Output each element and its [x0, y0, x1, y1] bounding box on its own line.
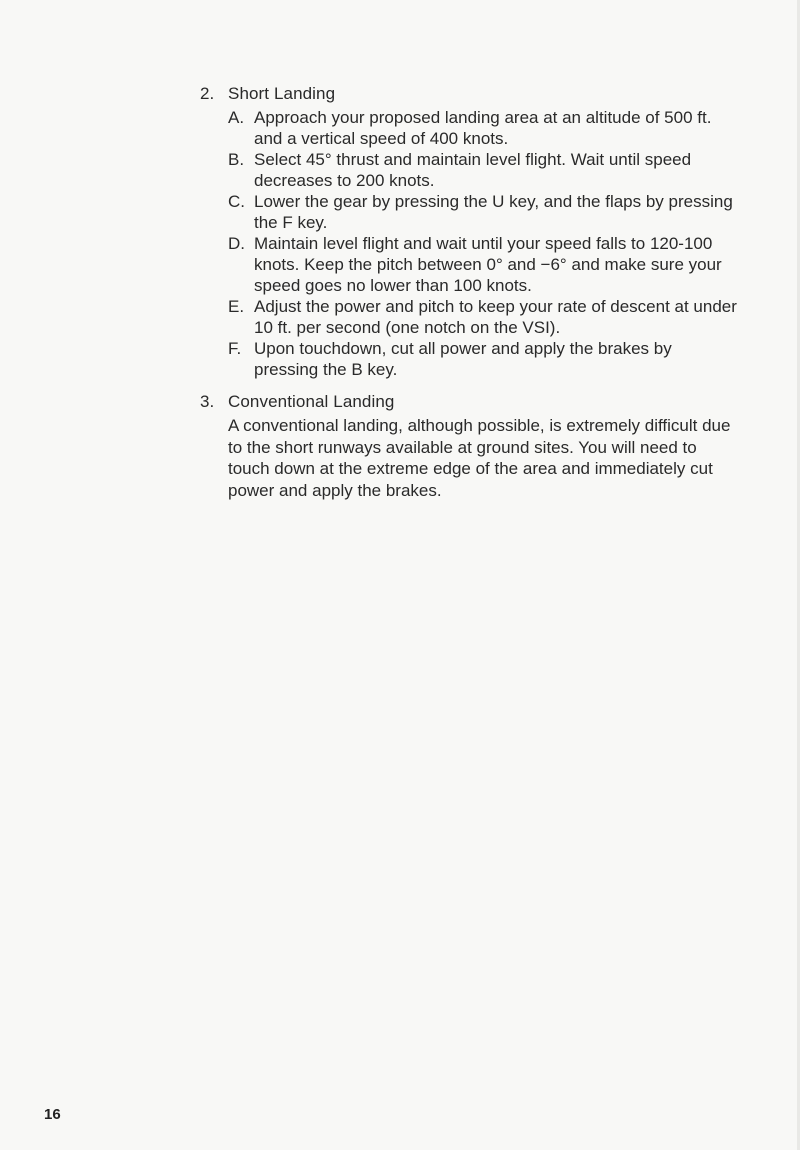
- section-title: Short Landing: [228, 84, 336, 103]
- section-heading: [200, 391, 740, 413]
- step-a: [228, 107, 740, 149]
- step-letter: D.: [228, 234, 245, 253]
- section-conventional-landing: [200, 391, 740, 501]
- section-number: 2.: [200, 84, 215, 103]
- step-f: [228, 338, 740, 380]
- step-text: Adjust the power and pitch to keep your rate of descent at under 10 ft. per second (one notch on the VSI).: [254, 297, 737, 337]
- step-text: Maintain level flight and wait until your speed falls to 120-100 knots. Keep the pitch between 0° and −6° and make sure your speed goes no lower than 100 knots.: [254, 234, 722, 295]
- step-text: Approach your proposed landing area at an altitude of 500 ft. and a vertical speed of 400 knots.: [254, 108, 712, 148]
- section-heading: [200, 83, 740, 105]
- section-short-landing: [200, 83, 740, 380]
- step-c: [228, 191, 740, 233]
- section-number: 3.: [200, 392, 215, 411]
- step-d: [228, 233, 740, 296]
- step-text: Select 45° thrust and maintain level flight. Wait until speed decreases to 200 knots.: [254, 150, 692, 190]
- step-text: Lower the gear by pressing the U key, and the flaps by pressing the F key.: [254, 192, 733, 232]
- step-e: [228, 296, 740, 338]
- step-text: Upon touchdown, cut all power and apply the brakes by pressing the B key.: [254, 339, 672, 379]
- step-letter: F.: [228, 339, 242, 358]
- step-letter: C.: [228, 192, 245, 211]
- page-content: [200, 83, 740, 501]
- step-list: [228, 107, 740, 380]
- section-paragraph: A conventional landing, although possible, is extremely difficult due to the short runways available at ground sites. You will need to touch down at the extreme edge of the area and immediately cut power and apply the brakes.: [228, 416, 731, 500]
- step-letter: E.: [228, 297, 245, 316]
- page-number: 16: [44, 1106, 61, 1123]
- step-letter: B.: [228, 150, 245, 169]
- step-letter: A.: [228, 108, 245, 127]
- section-title: Conventional Landing: [228, 392, 395, 411]
- step-b: [228, 149, 740, 191]
